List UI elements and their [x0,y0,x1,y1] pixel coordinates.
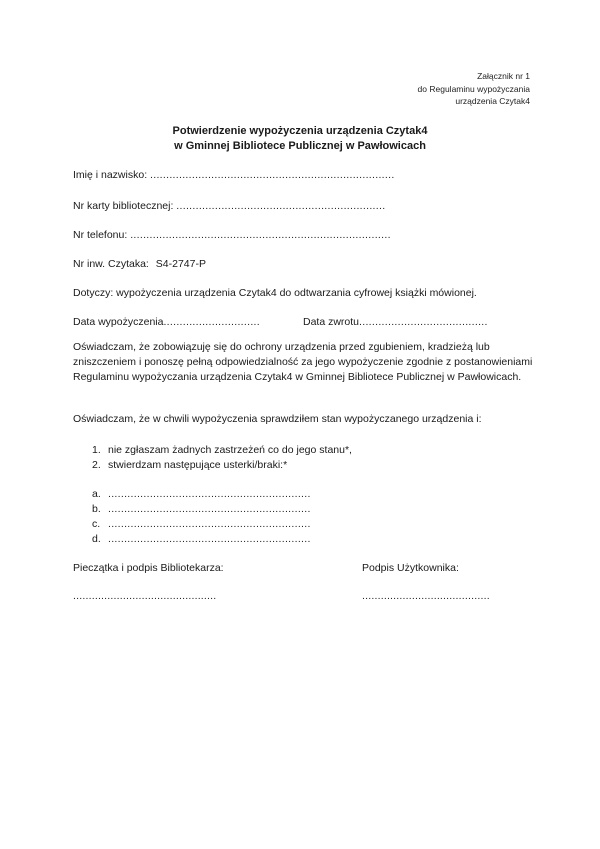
option-number: 1. [92,444,101,456]
inventory-label: Nr inw. Czytaka: [73,258,149,270]
option-text: stwierdzam następujące usterki/braki:* [108,459,288,471]
defect-line-b [92,502,311,516]
defect-fill-line: ............................................................... [108,533,311,545]
phone-label: Nr telefonu: [73,229,128,241]
defect-letter: a. [92,488,101,500]
title-line-1: Potwierdzenie wypożyczenia urządzenia Czytak4 [172,125,428,137]
return-date-fill-line: ........................................ [359,316,488,328]
librarian-signature-line: .............................................. [73,590,217,602]
defect-letter: c. [92,518,101,530]
card-number-fill-line: ................................................................. [176,200,386,212]
card-number-field [73,200,385,213]
user-signature-line: ......................................... [362,590,490,602]
phone-fill-line: ................................................................................. [130,229,391,241]
name-field [73,169,395,182]
inventory-field [73,258,206,271]
regarding-line: Dotyczy: wypożyczenia urządzenia Czytak4 do odtwarzania cyfrowej książki mówionej. [73,287,477,299]
condition-option-1 [92,443,352,458]
return-date-field [303,316,488,329]
option-number: 2. [92,459,101,471]
document-title [0,124,600,154]
return-date-label: Data zwrotu [303,316,360,328]
defect-letter: d. [92,533,101,545]
attachment-line-1: Załącznik nr 1 [477,71,530,81]
inventory-value: S4-2747-P [155,258,206,270]
declaration-condition: Oświadczam, że w chwili wypożyczenia sprawdziłem stan wypożyczanego urządzenia i: [73,413,482,425]
loan-date-fill-line: .............................. [163,316,260,328]
loan-date-label: Data wypożyczenia [73,316,164,328]
card-number-label: Nr karty bibliotecznej: [73,200,174,212]
defect-fill-line: ............................................................... [108,488,311,500]
defect-line-d [92,532,311,546]
declaration-responsibility: Oświadczam, że zobowiązuję się do ochrony urządzenia przed zgubieniem, kradzieżą lub zniszczeniem i ponoszę pełną odpowiedzialność za jego wypożyczenie zgodnie z postanowieniami Regulaminu wypożyczania urządzenia Czytak4 w Gminnej Bibliotece Publicznej w Pawłowicach. [73,341,533,383]
option-text: nie zgłaszam żadnych zastrzeżeń co do jego stanu*, [108,444,352,456]
attachment-note [418,70,530,108]
defect-fill-line: ............................................................... [108,518,311,530]
defect-line-a [92,487,311,501]
librarian-signature-label: Pieczątka i podpis Bibliotekarza: [73,562,224,574]
attachment-line-2: do Regulaminu wypożyczania [417,83,530,94]
title-line-2: w Gminnej Bibliotece Publicznej w Pawłowicach [174,140,426,152]
defect-letter: b. [92,503,101,515]
name-label: Imię i nazwisko: [73,169,148,181]
loan-date-field [73,316,260,329]
user-signature-label: Podpis Użytkownika: [362,562,459,574]
condition-option-2 [92,458,287,473]
phone-field [73,229,391,242]
defect-line-c [92,517,311,531]
name-fill-line: ............................................................................ [150,169,395,181]
defect-fill-line: ............................................................... [108,503,311,515]
attachment-line-3: urządzenia Czytak4 [455,96,530,106]
